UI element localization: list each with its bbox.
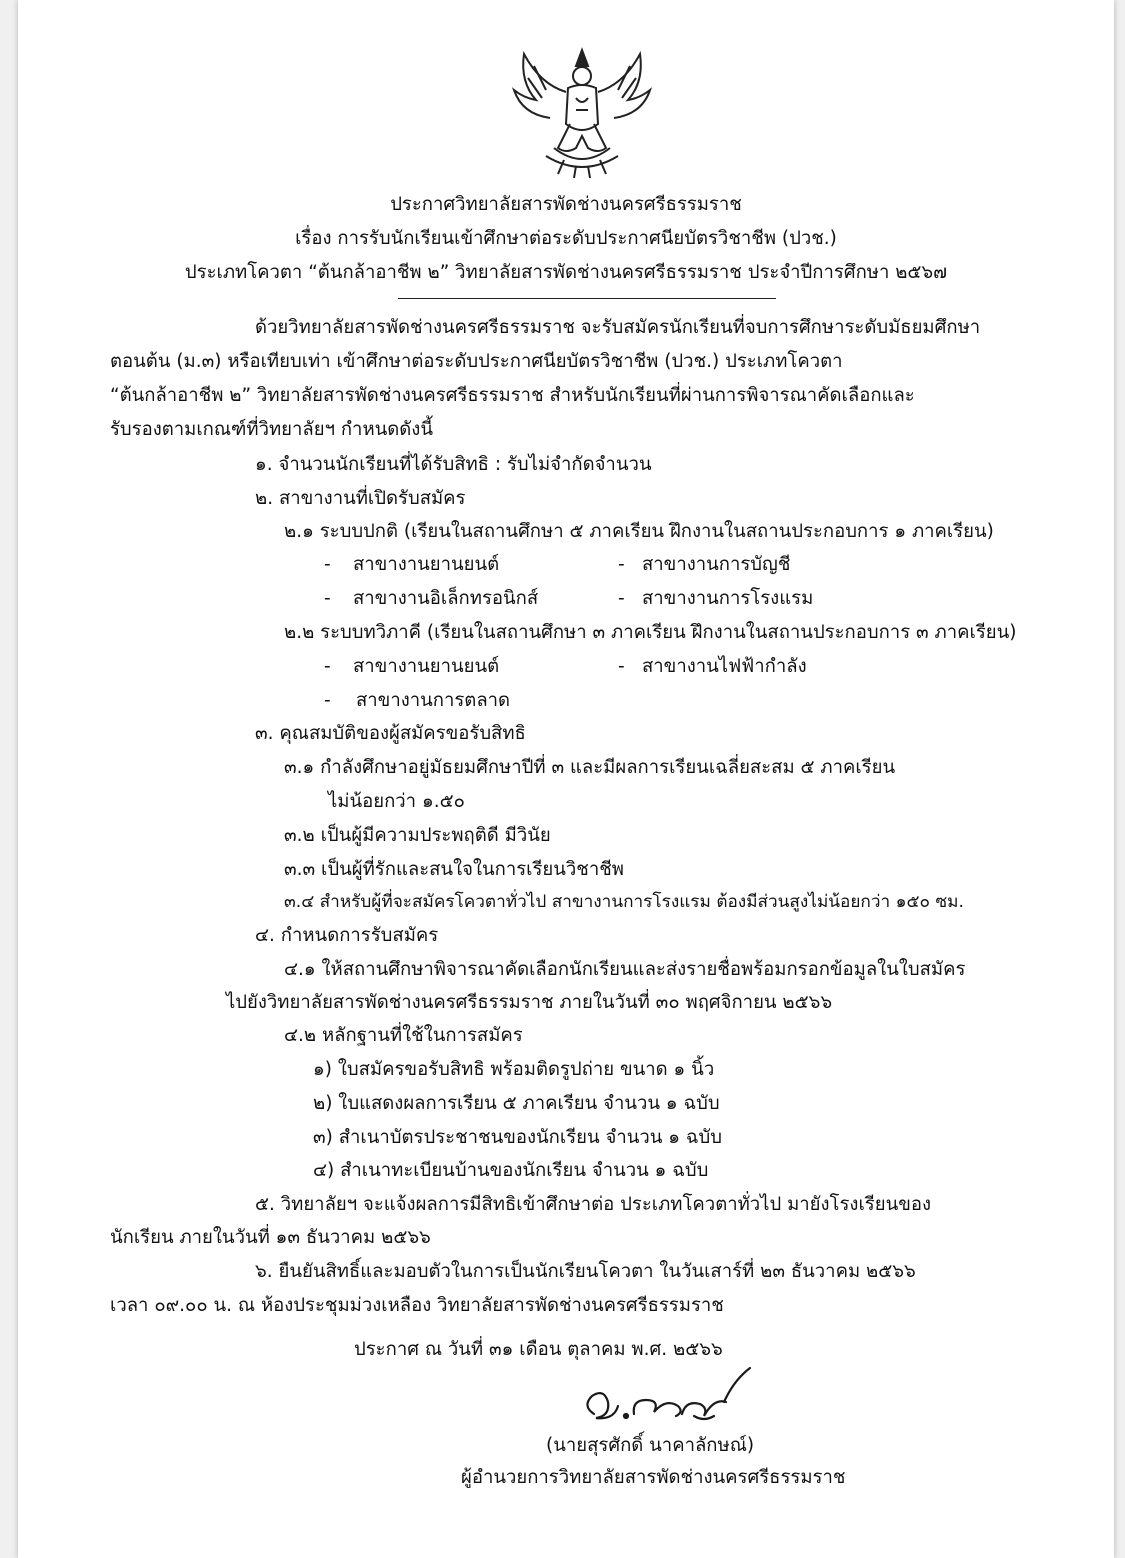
section-4-title: ๔. กำหนดการรับสมัคร (255, 925, 439, 946)
section-3-1: ๓.๑ กำลังศึกษาอยู่มัธยมศึกษาปีที่ ๓ และมีผลการเรียนเฉลี่ยสะสม ๕ ภาคเรียน (284, 757, 896, 778)
section-4-1-cont: ไปยังวิทยาลัยสารพัดช่างนครศรีธรรมราช ภายในวันที่ ๓๐ พฤศจิกายน ๒๕๖๖ (226, 992, 833, 1013)
list-dash: - (618, 656, 625, 677)
section-3-1-cont: ไม่น้อยกว่า ๑.๕๐ (328, 791, 465, 812)
document-page (18, 0, 1114, 1558)
section-2-title: ๒. สาขางานที่เปิดรับสมัคร (255, 488, 466, 509)
list-dash: - (618, 588, 625, 609)
section-3-title: ๓. คุณสมบัติของผู้สมัครขอรับสิทธิ (255, 723, 526, 744)
section-6-cont: เวลา ๐๙.๐๐ น. ณ ห้องประชุมม่วงเหลือง วิทยาลัยสารพัดช่างนครศรีธรรมราช (110, 1295, 724, 1316)
document-item: ๓) สำเนาบัตรประชาชนของนักเรียน จำนวน ๑ ฉบับ (313, 1127, 723, 1148)
signature-icon (574, 1362, 764, 1434)
header-line-1: ประกาศวิทยาลัยสารพัดช่างนครศรีธรรมราช (390, 194, 742, 215)
section-3-3: ๓.๓ เป็นผู้ที่รักและสนใจในการเรียนวิชาชีพ (284, 859, 624, 880)
section-3-4: ๓.๔ สำหรับผู้ที่จะสมัครโควตาทั่วไป สาขางานการโรงแรม ต้องมีส่วนสูงไม่น้อยกว่า ๑๕๐ ซม. (284, 892, 964, 912)
signer-name: (นายสุรศักดิ์ นาคาลักษณ์) (546, 1435, 755, 1456)
list-item: สาขางานการตลาด (356, 690, 511, 711)
section-5: ๕. วิทยาลัยฯ จะแจ้งผลการมีสิทธิเข้าศึกษาต่อ ประเภทโควตาทั่วไป มายังโรงเรียนของ (255, 1194, 931, 1215)
list-item: สาขางานไฟฟ้ากำลัง (642, 656, 807, 677)
header-divider (398, 298, 776, 299)
section-6: ๖. ยืนยันสิทธิ์และมอบตัวในการเป็นนักเรียนโควตา ในวันเสาร์ที่ ๒๓ ธันวาคม ๒๕๖๖ (255, 1261, 916, 1282)
document-item: ๑) ใบสมัครขอรับสิทธิ พร้อมติดรูปถ่าย ขนาด ๑ นิ้ว (313, 1059, 715, 1080)
intro-line: “ต้นกล้าอาชีพ ๒” วิทยาลัยสารพัดช่างนครศรีธรรมราช สำหรับนักเรียนที่ผ่านการพิจารณาคัดเลือกและ (110, 385, 915, 406)
garuda-emblem-icon (506, 44, 658, 180)
list-item: สาขางานการบัญชี (642, 554, 791, 575)
intro-line: ตอนต้น (ม.๓) หรือเทียบเท่า เข้าศึกษาต่อระดับประกาศนียบัตรวิชาชีพ (ปวช.) ประเภทโควตา (110, 351, 843, 372)
list-item: สาขางานยานยนต์ (353, 656, 500, 677)
section-2-2: ๒.๒ ระบบทวิภาคี (เรียนในสถานศึกษา ๓ ภาคเรียน ฝึกงานในสถานประกอบการ ๓ ภาคเรียน) (284, 622, 1017, 643)
list-item: สาขางานการโรงแรม (642, 588, 814, 609)
intro-line: ด้วยวิทยาลัยสารพัดช่างนครศรีธรรมราช จะรับสมัครนักเรียนที่จบการศึกษาระดับมัธยมศึกษา (255, 317, 981, 338)
header-line-2: เรื่อง การรับนักเรียนเข้าศึกษาต่อระดับประกาศนียบัตรวิชาชีพ (ปวช.) (295, 228, 837, 249)
section-3-2: ๓.๒ เป็นผู้มีความประพฤติดี มีวินัย (284, 825, 551, 846)
section-4-1: ๔.๑ ให้สถานศึกษาพิจารณาคัดเลือกนักเรียนและส่งรายชื่อพร้อมกรอกข้อมูลในใบสมัคร (284, 959, 966, 980)
section-5-cont: นักเรียน ภายในวันที่ ๑๓ ธันวาคม ๒๕๖๖ (110, 1227, 431, 1248)
section-2-1: ๒.๑ ระบบปกติ (เรียนในสถานศึกษา ๕ ภาคเรียน ฝึกงานในสถานประกอบการ ๑ ภาคเรียน) (284, 521, 994, 542)
list-dash: - (618, 554, 625, 575)
header-line-3: ประเภทโควตา “ต้นกล้าอาชีพ ๒” วิทยาลัยสารพัดช่างนครศรีธรรมราช ประจำปีการศึกษา ๒๕๖๗ (184, 262, 948, 283)
section-4-2: ๔.๒ หลักฐานที่ใช้ในการสมัคร (284, 1025, 523, 1046)
list-dash: - (324, 690, 331, 711)
list-item: สาขางานอิเล็กทรอนิกส์ (353, 588, 539, 609)
signer-position: ผู้อำนวยการวิทยาลัยสารพัดช่างนครศรีธรรมราช (461, 1467, 846, 1488)
intro-line: รับรองตามเกณฑ์ที่วิทยาลัยฯ กำหนดดังนี้ (110, 419, 433, 440)
announcement-date: ประกาศ ณ วันที่ ๓๑ เดือน ตุลาคม พ.ศ. ๒๕๖๖ (354, 1339, 723, 1360)
list-dash: - (324, 588, 331, 609)
list-dash: - (324, 554, 331, 575)
document-item: ๒) ใบแสดงผลการเรียน ๕ ภาคเรียน จำนวน ๑ ฉบับ (313, 1093, 720, 1114)
list-dash: - (324, 656, 331, 677)
list-item: สาขางานยานยนต์ (353, 554, 500, 575)
document-item: ๔) สำเนาทะเบียนบ้านของนักเรียน จำนวน ๑ ฉบับ (313, 1160, 709, 1181)
section-1: ๑. จำนวนนักเรียนที่ได้รับสิทธิ : รับไม่จำกัดจำนวน (255, 454, 652, 475)
